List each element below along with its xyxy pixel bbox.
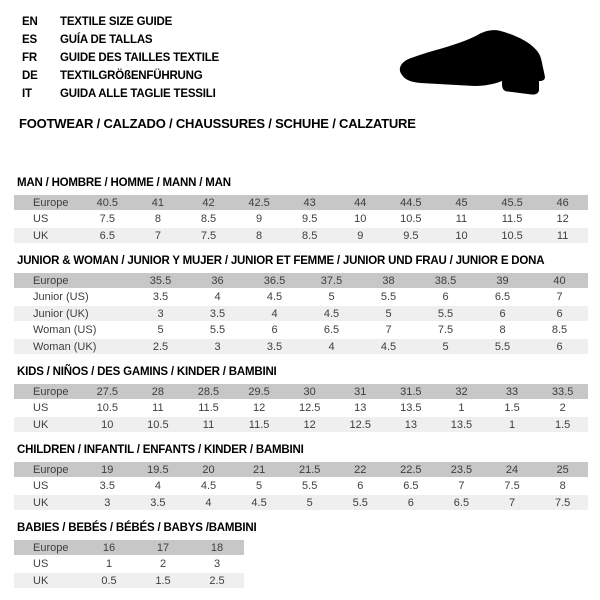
size-cell: 19.5: [147, 463, 169, 476]
size-cell: 11: [202, 418, 215, 431]
size-table: [14, 540, 244, 588]
size-cell: 29.5: [248, 385, 270, 398]
size-cell: 2: [159, 558, 167, 570]
size-cell: 46: [556, 196, 569, 209]
row-label: UK: [33, 229, 49, 242]
row-label: US: [33, 213, 49, 225]
size-cell: 4: [205, 496, 212, 509]
size-cell: 5.5: [380, 291, 397, 303]
size-table-row: [14, 462, 588, 477]
size-cell: 23.5: [450, 463, 473, 476]
size-cell: 7: [508, 496, 516, 509]
table-title: MAN / HOMBRE / HOMME / MANN / MAN: [17, 177, 231, 189]
language-row: [14, 49, 219, 67]
size-table-row: [14, 495, 588, 510]
size-cell: 10: [101, 418, 114, 431]
size-cell: 28: [151, 385, 165, 398]
row-label: Europe: [33, 541, 69, 554]
size-cell: 7.5: [200, 229, 217, 242]
size-cell: 6: [556, 340, 563, 353]
size-cell: 3: [214, 340, 221, 353]
size-cell: 4: [271, 307, 278, 320]
size-cell: 10.5: [400, 213, 422, 225]
size-cell: 9.5: [302, 213, 318, 225]
language-code: ES: [22, 34, 37, 46]
size-cell: 4: [154, 480, 161, 492]
size-cell: 10: [354, 213, 367, 225]
size-cell: 38: [382, 274, 395, 287]
size-cell: 7: [458, 480, 465, 492]
size-cell: 6.5: [494, 291, 511, 303]
size-cell: 17: [156, 541, 170, 554]
size-table-row: [14, 384, 588, 399]
size-cell: 2: [559, 402, 566, 414]
size-cell: 4.5: [323, 307, 340, 320]
size-cell: 10.5: [147, 418, 169, 431]
size-cell: 21: [252, 463, 266, 476]
row-label: UK: [33, 418, 49, 431]
size-cell: 5.5: [302, 480, 318, 492]
size-cell: 25: [556, 463, 569, 476]
size-cell: 3.5: [99, 480, 115, 492]
size-cell: 32: [455, 385, 468, 398]
row-label: Woman (US): [33, 324, 97, 336]
language-label: GUIDA ALLE TAGLIE TESSILI: [60, 88, 216, 100]
size-cell: 5: [306, 496, 313, 509]
row-label: Europe: [33, 274, 69, 287]
size-cell: 12: [252, 402, 266, 414]
size-cell: 1: [508, 418, 516, 431]
size-table-row: [14, 306, 588, 321]
size-cell: 7.5: [554, 496, 571, 509]
size-table-row: [14, 339, 588, 354]
size-table-row: [14, 212, 588, 227]
size-cell: 12: [556, 213, 569, 225]
size-cell: 6: [271, 324, 278, 336]
size-cell: 1: [458, 402, 465, 414]
dress-shoe-icon: [395, 27, 575, 101]
size-cell: 2.5: [209, 574, 225, 587]
size-table: [14, 273, 588, 354]
size-cell: 10.5: [501, 229, 523, 242]
size-cell: 7: [385, 324, 392, 336]
size-table-row: [14, 573, 244, 588]
size-table-row: [14, 228, 588, 243]
row-label: Junior (UK): [33, 307, 89, 320]
size-table: [14, 195, 588, 243]
size-cell: 13.5: [450, 418, 473, 431]
size-cell: 7: [154, 229, 161, 242]
size-cell: 11: [455, 213, 468, 225]
size-table-section: [14, 444, 587, 510]
size-cell: 8: [154, 213, 161, 225]
size-cell: 10.5: [96, 402, 118, 414]
size-cell: 6: [357, 480, 364, 492]
language-label: GUIDE DES TAILLES TEXTILE: [60, 52, 219, 64]
table-title: JUNIOR & WOMAN / JUNIOR Y MUJER / JUNIOR ET FEMME / JUNIOR UND FRAU / JUNIOR E DONA: [17, 255, 545, 267]
size-cell: 4.5: [266, 291, 283, 303]
size-cell: 9: [357, 229, 364, 242]
size-cell: 13.5: [400, 402, 422, 414]
size-cell: 7.5: [504, 480, 520, 492]
size-cell: 6.5: [453, 496, 470, 509]
size-table-row: [14, 195, 588, 210]
language-code: EN: [22, 16, 38, 28]
size-cell: 4: [328, 340, 335, 353]
size-cell: 3.5: [150, 496, 166, 509]
size-cell: 8: [256, 229, 263, 242]
size-cell: 1.5: [504, 402, 520, 414]
size-table-row: [14, 417, 588, 432]
size-cell: 9.5: [403, 229, 419, 242]
size-cell: 36: [211, 274, 224, 287]
size-cell: 6: [407, 496, 414, 509]
size-cell: 6: [442, 291, 449, 303]
size-cell: 28.5: [197, 385, 220, 398]
size-cell: 5: [385, 307, 392, 320]
size-cell: 40.5: [96, 196, 118, 209]
row-label: Junior (US): [33, 291, 89, 303]
size-table-row: [14, 290, 588, 305]
size-cell: 19: [101, 463, 114, 476]
size-cell: 0.5: [101, 574, 117, 587]
row-label: Woman (UK): [33, 340, 97, 353]
size-table: [14, 384, 588, 432]
size-cell: 20: [202, 463, 215, 476]
size-cell: 11: [152, 402, 164, 414]
size-cell: 6: [556, 307, 563, 320]
size-cell: 6.5: [99, 229, 115, 242]
size-cell: 11.5: [501, 213, 523, 225]
size-cell: 11.5: [248, 418, 270, 431]
size-cell: 1.5: [155, 574, 171, 587]
size-table-row: [14, 323, 588, 338]
table-title: KIDS / NIÑOS / DES GAMINS / KINDER / BAMBINI: [17, 366, 277, 378]
row-label: Europe: [33, 385, 69, 398]
size-cell: 42: [202, 196, 215, 209]
size-cell: 44.5: [400, 196, 422, 209]
row-label: US: [33, 480, 49, 492]
size-cell: 5.5: [494, 340, 511, 353]
size-cell: 11.5: [198, 402, 219, 414]
size-cell: 4.5: [251, 496, 267, 509]
size-cell: 5: [256, 480, 263, 492]
language-row: [14, 13, 219, 31]
size-cell: 6.5: [323, 324, 340, 336]
size-cell: 39: [496, 274, 509, 287]
language-code: DE: [22, 70, 38, 82]
size-cell: 12: [303, 418, 316, 431]
size-table-section: [14, 522, 587, 588]
size-cell: 33.5: [551, 385, 574, 398]
row-label: Europe: [33, 196, 69, 209]
header: [14, 12, 587, 103]
size-cell: 3: [157, 307, 164, 320]
size-cell: 13: [354, 402, 367, 414]
size-cell: 3.5: [152, 291, 169, 303]
size-cell: 43: [303, 196, 316, 209]
language-label: TEXTILE SIZE GUIDE: [60, 16, 173, 28]
shoe-silhouette-path: [400, 30, 545, 94]
size-cell: 22.5: [400, 463, 422, 476]
size-cell: 27.5: [96, 385, 118, 398]
size-cell: 38.5: [434, 274, 457, 287]
size-cell: 5: [157, 324, 164, 336]
row-label: US: [33, 558, 49, 570]
language-row: [14, 67, 219, 85]
size-table-section: [14, 177, 587, 243]
size-cell: 8.5: [302, 229, 318, 242]
size-cell: 8: [559, 480, 566, 492]
size-cell: 31.5: [400, 385, 422, 398]
size-tables: [14, 177, 587, 588]
size-cell: 18: [210, 541, 224, 554]
size-cell: 5.5: [352, 496, 368, 509]
size-cell: 30: [303, 385, 316, 398]
size-cell: 2.5: [152, 340, 169, 353]
size-cell: 7.5: [99, 213, 115, 225]
size-table-row: [14, 540, 244, 555]
size-cell: 24: [505, 463, 519, 476]
size-cell: 5.5: [209, 324, 226, 336]
size-cell: 6.5: [403, 480, 419, 492]
language-label: TEXTILGRÖßENFÜHRUNG: [60, 70, 203, 82]
size-cell: 3.5: [266, 340, 283, 353]
size-table-row: [14, 273, 588, 288]
table-title: CHILDREN / INFANTIL / ENFANTS / KINDER / BAMBINI: [17, 444, 304, 456]
size-cell: 35.5: [149, 274, 172, 287]
size-cell: 42.5: [248, 196, 270, 209]
size-cell: 3.5: [209, 307, 226, 320]
size-cell: 16: [102, 541, 116, 554]
size-cell: 8: [499, 324, 506, 336]
size-table-section: [14, 366, 587, 432]
row-label: Europe: [33, 463, 69, 476]
size-cell: 22: [354, 463, 367, 476]
size-cell: 44: [354, 196, 367, 209]
size-cell: 41: [151, 196, 165, 209]
row-label: UK: [33, 574, 49, 587]
size-cell: 10: [455, 229, 468, 242]
table-title: BABIES / BEBÉS / BÉBÉS / BABYS /BAMBINI: [17, 522, 257, 534]
size-cell: 12.5: [349, 418, 371, 431]
language-code: IT: [22, 88, 32, 100]
size-cell: 3: [213, 558, 221, 570]
size-cell: 3: [104, 496, 111, 509]
size-cell: 1.5: [554, 418, 571, 431]
size-cell: 40: [553, 274, 566, 287]
size-cell: 4.5: [380, 340, 397, 353]
language-code: FR: [22, 52, 37, 64]
row-label: UK: [33, 496, 49, 509]
size-cell: 5: [328, 291, 335, 303]
size-cell: 4: [214, 291, 221, 303]
size-cell: 11: [556, 229, 569, 242]
size-cell: 33: [505, 385, 519, 398]
size-cell: 4.5: [200, 480, 217, 492]
size-cell: 31: [354, 385, 367, 398]
size-table-section: [14, 255, 587, 354]
size-cell: 8.5: [551, 324, 568, 336]
size-table-row: [14, 557, 244, 572]
language-list: [14, 12, 219, 103]
size-cell: 12.5: [298, 402, 321, 414]
size-table: [14, 462, 588, 510]
size-cell: 13: [404, 418, 417, 431]
language-row: [14, 31, 219, 49]
size-cell: 7.5: [437, 324, 454, 336]
row-label: US: [33, 402, 49, 414]
size-cell: 6: [499, 307, 506, 320]
size-table-row: [14, 479, 588, 494]
size-cell: 1: [105, 558, 113, 570]
size-cell: 45: [455, 196, 468, 209]
size-cell: 5: [442, 340, 449, 353]
size-cell: 37.5: [320, 274, 343, 287]
size-cell: 5.5: [437, 307, 454, 320]
size-cell: 36.5: [263, 274, 286, 287]
size-cell: 45.5: [501, 196, 523, 209]
size-cell: 7: [556, 291, 563, 303]
size-cell: 9: [256, 213, 263, 225]
size-cell: 21.5: [298, 463, 321, 476]
language-row: [14, 85, 219, 103]
category-title: FOOTWEAR / CALZADO / CHAUSSURES / SCHUHE / CALZATURE: [19, 116, 416, 131]
size-table-row: [14, 401, 588, 416]
language-label: GUÍA DE TALLAS: [60, 34, 153, 46]
size-cell: 8.5: [200, 213, 217, 225]
